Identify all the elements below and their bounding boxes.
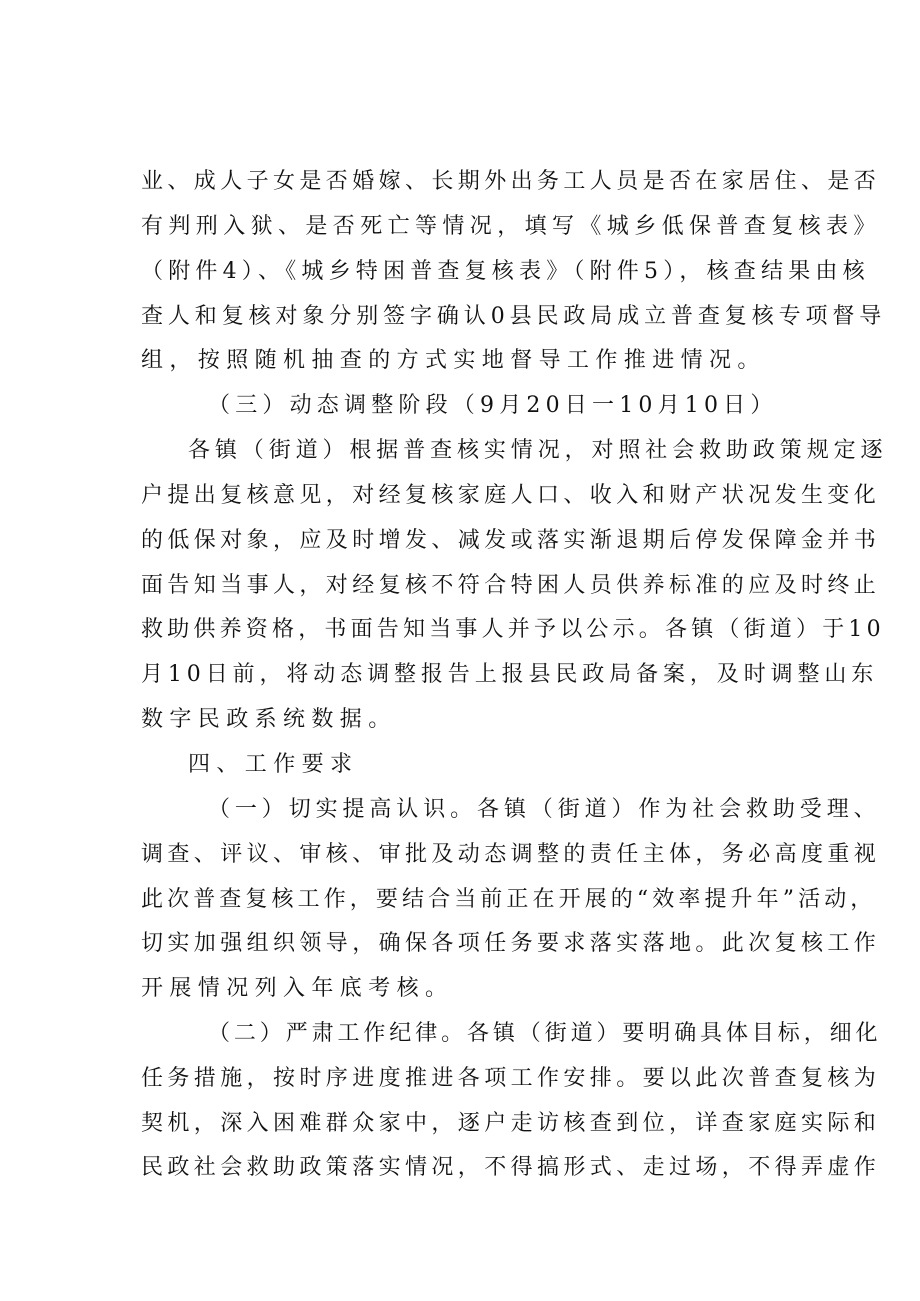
line-text: 开展情况列入年底考核。 xyxy=(141,976,454,1001)
line-text: 任务措施，按时序进度推进各项工作安排。要以此次普查复核为 xyxy=(141,1066,881,1091)
line-text: 此次普查复核工作，要结合当前正在开展的“效率提升年”活动， xyxy=(141,887,877,912)
text-line xyxy=(0,610,920,650)
section-heading xyxy=(0,386,920,426)
line-text: 四、工作要求 xyxy=(188,752,359,777)
text-line xyxy=(0,207,920,247)
text-line xyxy=(0,521,920,561)
line-text: （附件4）、《城乡特困普查复核表》（附件5），核查结果由核 xyxy=(141,259,870,284)
line-text: （三）动态调整阶段（9月20日一10月10日） xyxy=(208,393,778,418)
line-text: 切实加强组织领导，确保各项任务要求落实落地。此次复核工作 xyxy=(141,931,881,956)
text-line xyxy=(0,1148,920,1188)
line-text: 调查、评议、审核、审批及动态调整的责任主体，务必高度重视 xyxy=(141,842,881,867)
text-line xyxy=(0,252,920,292)
text-line xyxy=(0,835,920,875)
line-text: 契机，深入困难群众家中，逐户走访核查到位，详查家庭实际和 xyxy=(141,1111,881,1136)
text-line xyxy=(0,1104,920,1144)
text-line xyxy=(0,341,920,381)
line-text: 民政社会救助政策落实情况，不得搞形式、走过场，不得弄虚作 xyxy=(141,1155,881,1180)
line-text: 救助供养资格，书面告知当事人并予以公示。各镇（街道）于10 xyxy=(141,617,885,642)
line-text: 组，按照随机抽查的方式实地督导工作推进情况。 xyxy=(141,348,766,373)
text-line xyxy=(0,880,920,920)
text-line xyxy=(0,1059,920,1099)
text-line xyxy=(0,700,920,740)
line-text: 的低保对象，应及时增发、减发或落实渐退期后停发保障金并书 xyxy=(141,528,881,553)
text-line xyxy=(0,476,920,516)
line-text: 查人和复核对象分别签字确认0县民政局成立普查复核专项督导 xyxy=(141,304,887,329)
text-line xyxy=(0,924,920,964)
line-text: 业、成人子女是否婚嫁、长期外出务工人员是否在家居住、是否 xyxy=(141,169,881,194)
text-line xyxy=(0,431,920,471)
text-line xyxy=(0,297,920,337)
text-line xyxy=(0,162,920,202)
text-line xyxy=(0,566,920,606)
text-line xyxy=(0,655,920,695)
text-line xyxy=(0,790,920,830)
text-line xyxy=(0,969,920,1009)
line-text: 数字民政系统数据。 xyxy=(141,707,397,732)
line-text: 面告知当事人，对经复核不符合特困人员供养标准的应及时终止 xyxy=(141,573,881,598)
line-text: 各镇（街道）根据普查核实情况，对照社会救助政策规定逐 xyxy=(188,438,888,463)
section-heading xyxy=(0,745,920,785)
line-text: （二）严肃工作纪律。各镇（街道）要明确具体目标，细化 xyxy=(208,1021,882,1046)
line-text: 有判刑入狱、是否死亡等情况，填写《城乡低保普查复核表》 xyxy=(141,214,881,239)
text-line xyxy=(0,1014,920,1054)
line-text: 月10日前，将动态调整报告上报县民政局备案，及时调整山东 xyxy=(141,662,879,687)
line-text: 户提出复核意见，对经复核家庭人口、收入和财产状况发生变化 xyxy=(141,483,881,508)
line-text: （一）切实提高认识。各镇（街道）作为社会救助受理、 xyxy=(208,797,881,822)
